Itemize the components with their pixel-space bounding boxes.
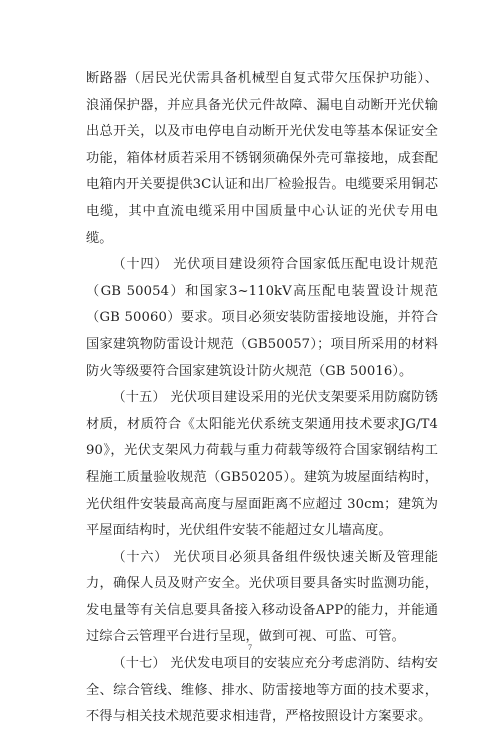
paragraph-item-14: （十四） 光伏项目建设须符合国家低压配电设计规范（GB 50054）和国家3~110kV高压配电装置设计规范（GB 50060）要求。项目必须安装防雷接地设施，并符合国家建筑物防雷设计规范（GB50057）；项目所采用的材料防火等级要符合国家建筑设计防火规范（GB 50016）。 [86, 257, 438, 379]
paragraph-item-17: （十七） 光伏发电项目的安装应充分考虑消防、结构安全、综合管线、维修、排水、防雷接地等方面的技术要求，不得与相关技术规范要求相违背，严格按照设计方案要求。 [86, 656, 438, 725]
paragraph-item-15: （十五） 光伏项目建设采用的光伏支架要采用防腐防锈材质，材质符合《太阳能光伏系统支架通用技术要求JG/T490》，光伏支架风力荷载与重力荷载等级符合国家钢结构工程施工质量验收规范（GB50205）。建筑为坡屋面结构时，光伏组件安装最高高度与屋面距离不应超过 30cm；建筑为平屋面结构时，光伏组件安装不能超过女儿墙高度。 [86, 390, 438, 539]
paragraph-item-16: （十六） 光伏项目必须具备组件级快速关断及管理能力，确保人员及财产安全。光伏项目要具备实时监测功能，发电量等有关信息要具备接入移动设备APP的能力，并能通过综合云管理平台进行呈现，做到可视、可监、可管。 [86, 549, 438, 645]
paragraph-continuation: 断路器（居民光伏需具备机械型自复式带欠压保护功能）、浪涌保护器，并应具备光伏元件故障、漏电自动断开光伏输出总开关，以及市电停电自动断开光伏发电等基本保证安全功能，箱体材质若采用不锈钢须确保外壳可靠接地，成套配电箱内开关要提供3C认证和出厂检验报告。电缆要采用铜芯电缆，其中直流电缆采用中国质量中心认证的光伏专用电缆。 [86, 71, 438, 246]
document-body [86, 66, 438, 731]
page-number: 7 [248, 643, 252, 652]
